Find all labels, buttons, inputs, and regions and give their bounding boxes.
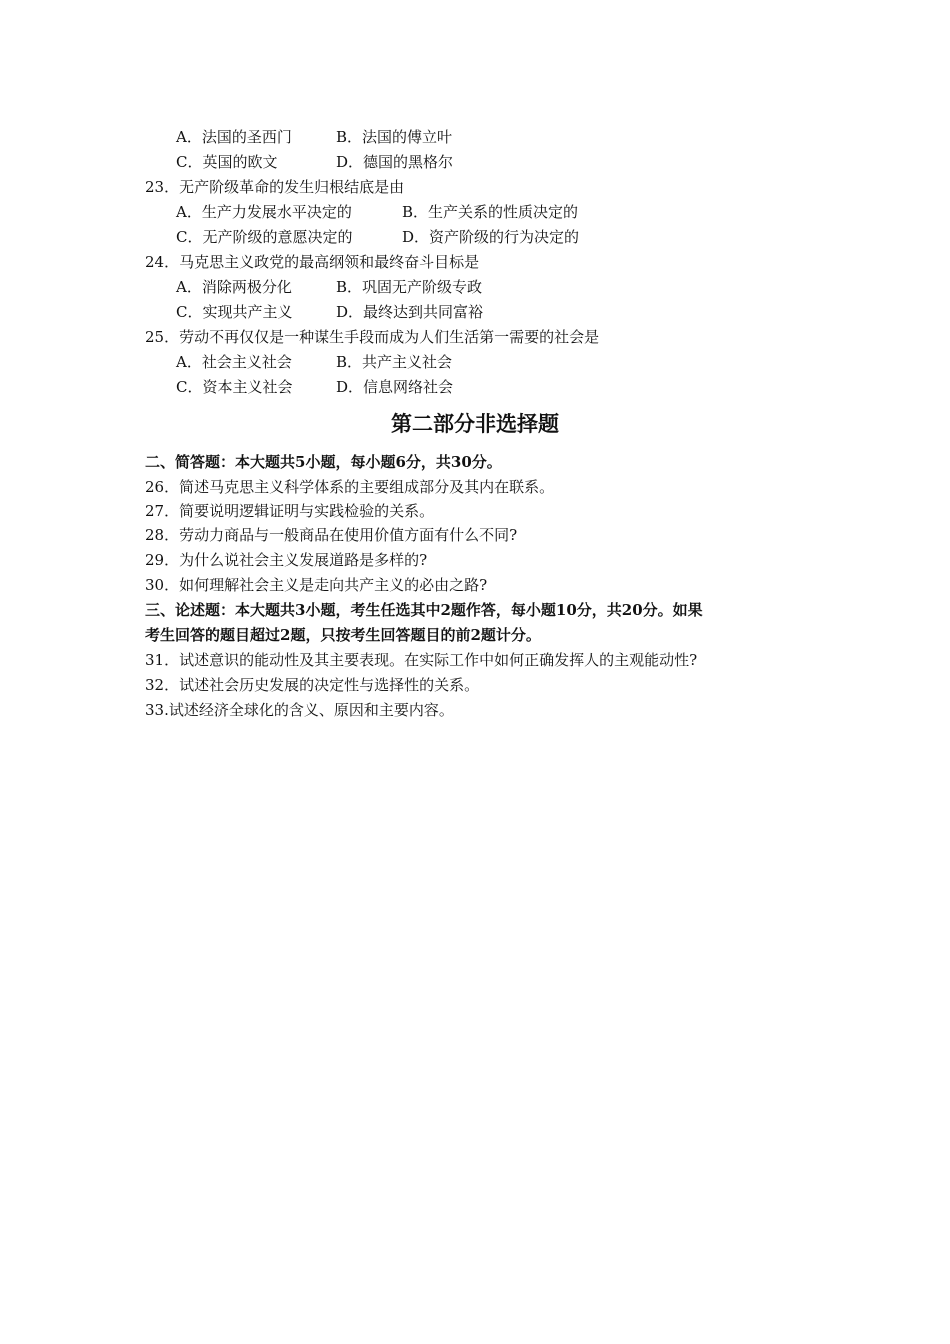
part2-title: 第二部分非选择题 — [391, 412, 559, 436]
q23-option-b: B．生产关系的性质决定的 — [402, 203, 579, 221]
q31: 31．试述意识的能动性及其主要表现。在实际工作中如何正确发挥人的主观能动性? — [145, 651, 698, 669]
q30: 30．如何理解社会主义是走向共产主义的必由之路? — [145, 576, 488, 594]
q26: 26．简述马克思主义科学体系的主要组成部分及其内在联系。 — [145, 478, 555, 496]
q24-option-a: A．消除两极分化 — [176, 278, 292, 296]
q22-option-b: B．法国的傅立叶 — [336, 128, 453, 146]
q24-stem: 24．马克思主义政党的最高纲领和最终奋斗目标是 — [145, 253, 480, 271]
q24-option-c: C．实现共产主义 — [176, 303, 293, 321]
q23-option-d: D．资产阶级的行为决定的 — [402, 228, 580, 246]
q25-option-c: C．资本主义社会 — [176, 378, 293, 396]
q29: 29．为什么说社会主义发展道路是多样的? — [145, 551, 428, 569]
q25-option-a: A．社会主义社会 — [176, 353, 292, 371]
q23-stem: 23．无产阶级革命的发生归根结底是由 — [145, 178, 405, 196]
q24-option-d: D．最终达到共同富裕 — [336, 303, 484, 321]
q33: 33.试述经济全球化的含义、原因和主要内容。 — [145, 701, 454, 719]
section2-header: 二、简答题：本大题共5小题，每小题6分，共30分。 — [145, 453, 502, 471]
q28: 28．劳动力商品与一般商品在使用价值方面有什么不同? — [145, 526, 518, 544]
q23-option-c: C．无产阶级的意愿决定的 — [176, 228, 353, 246]
q25-option-b: B．共产主义社会 — [336, 353, 453, 371]
section3-header-line1: 三、论述题：本大题共3小题，考生任选其中2题作答，每小题10分，共20分。如果 — [145, 601, 703, 619]
section3-header-line2: 考生回答的题目超过2题，只按考生回答题目的前2题计分。 — [145, 626, 541, 644]
q22-option-c: C．英国的欧文 — [176, 153, 278, 171]
q23-option-a: A．生产力发展水平决定的 — [176, 203, 352, 221]
q25-stem: 25．劳动不再仅仅是一种谋生手段而成为人们生活第一需要的社会是 — [145, 328, 600, 346]
q24-option-b: B．巩固无产阶级专政 — [336, 278, 483, 296]
q25-option-d: D．信息网络社会 — [336, 378, 454, 396]
q22-option-d: D．德国的黑格尔 — [336, 153, 454, 171]
q27: 27．简要说明逻辑证明与实践检验的关系。 — [145, 502, 435, 520]
q32: 32．试述社会历史发展的决定性与选择性的关系。 — [145, 676, 480, 694]
q22-option-a: A．法国的圣西门 — [176, 128, 292, 146]
